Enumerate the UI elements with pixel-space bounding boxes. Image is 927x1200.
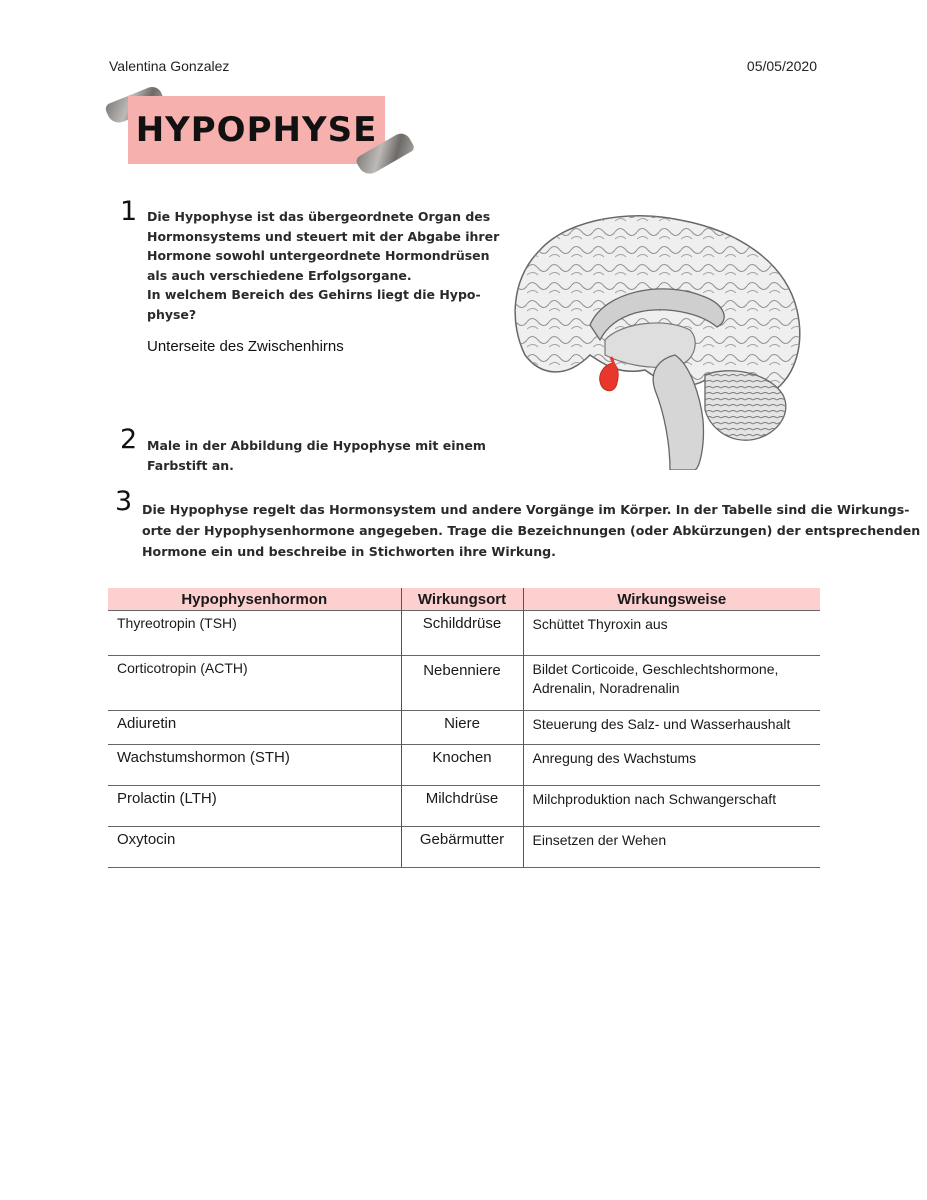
table-row xyxy=(108,786,820,827)
hormone-cell: Oxytocin xyxy=(108,827,401,868)
task2-text xyxy=(147,436,486,475)
weise-cell: Steuerung des Salz- und Wasserhaushalt xyxy=(523,711,820,745)
task1-answer: Unterseite des Zwischenhirns xyxy=(147,338,344,355)
table-row xyxy=(108,711,820,745)
task-line: Die Hypophyse ist das übergeordnete Organ des xyxy=(147,209,491,224)
task-line: Hormone sowohl untergeordnete Hormondrüsen xyxy=(147,248,490,263)
hormone-cell: Thyreotropin (TSH) xyxy=(108,611,401,656)
weise-cell: Schüttet Thyroxin aus xyxy=(523,611,820,656)
weise-cell: Milchproduktion nach Schwangerschaft xyxy=(523,786,820,827)
table-row xyxy=(108,827,820,868)
task-number: 3 xyxy=(115,486,133,517)
hormone-cell: Prolactin (LTH) xyxy=(108,786,401,827)
column-header: Wirkungsort xyxy=(401,588,523,611)
task-line: Farbstift an. xyxy=(147,457,234,473)
task-line: orte der Hypophysenhormone angegeben. Trage die Bezeichnungen (oder Abkürzungen) der entsprechenden xyxy=(142,523,921,538)
ort-cell: Knochen xyxy=(401,745,523,786)
author-name: Valentina Gonzalez xyxy=(109,58,230,74)
ort-cell: Schilddrüse xyxy=(401,611,523,656)
weise-cell: Einsetzen der Wehen xyxy=(523,827,820,868)
column-header: Hypophysenhormon xyxy=(108,588,401,611)
task-line: als auch verschiedene Erfolgsorgane. xyxy=(147,267,412,283)
brain-illustration-icon xyxy=(505,205,805,470)
task-line: Die Hypophyse regelt das Hormonsystem und andere Vorgänge im Körper. In der Tabelle sind die Wirkungs- xyxy=(142,502,910,517)
weise-cell: Bildet Corticoide, Geschlechtshormone, Adrenalin, Noradrenalin xyxy=(523,656,820,711)
ort-cell: Gebärmutter xyxy=(401,827,523,868)
ort-cell: Milchdrüse xyxy=(401,786,523,827)
column-header: Wirkungsweise xyxy=(523,588,820,611)
document-date: 05/05/2020 xyxy=(746,58,817,74)
hormone-cell: Corticotropin (ACTH) xyxy=(108,656,401,711)
hormone-table xyxy=(108,588,820,868)
hormone-cell: Adiuretin xyxy=(108,711,401,745)
task-number: 2 xyxy=(120,424,138,455)
task3-text xyxy=(142,499,920,562)
table-header-row xyxy=(108,588,820,611)
table-row xyxy=(108,745,820,786)
ort-cell: Nebenniere xyxy=(401,656,523,711)
task-line: Male in der Abbildung die Hypophyse mit einem xyxy=(147,438,486,453)
page-title: HYPOPHYSE xyxy=(135,110,378,150)
ort-cell: Niere xyxy=(401,711,523,745)
task-line: physe? xyxy=(147,306,197,322)
title-banner xyxy=(128,96,385,164)
task-line: Hormone ein und beschreibe in Stichworten ihre Wirkung. xyxy=(142,544,556,559)
table-row xyxy=(108,656,820,711)
task-number: 1 xyxy=(120,196,138,227)
task1-text xyxy=(147,207,499,324)
table-row xyxy=(108,611,820,656)
weise-cell: Anregung des Wachstums xyxy=(523,745,820,786)
task-line: Hormonsystems und steuert mit der Abgabe ihrer xyxy=(147,228,500,244)
task-line: In welchem Bereich des Gehirns liegt die Hypo- xyxy=(147,287,481,302)
hormone-cell: Wachstumshormon (STH) xyxy=(108,745,401,786)
